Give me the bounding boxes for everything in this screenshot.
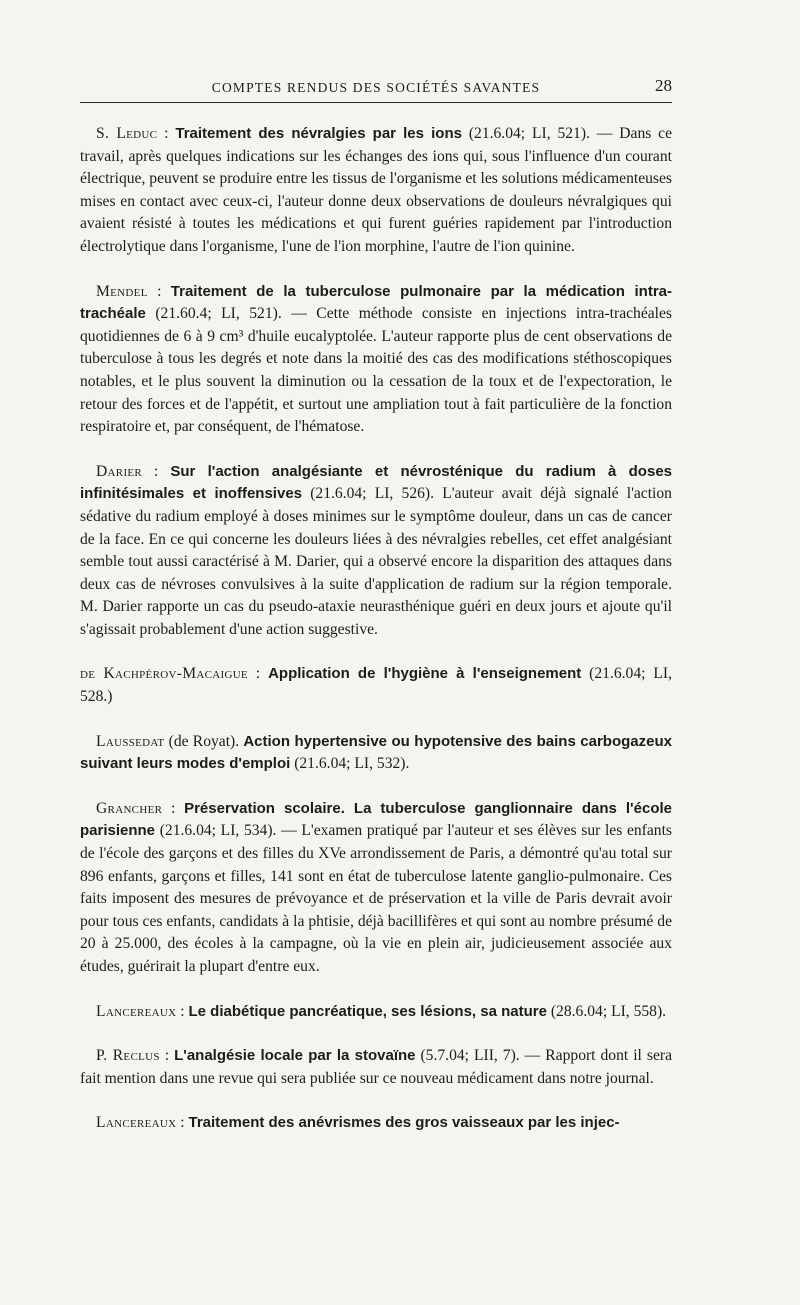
abstract-entry: [80, 798, 672, 979]
entry-separator: :: [247, 665, 269, 683]
entry-reference: (21.6.04; LI, 526).: [302, 485, 443, 503]
abstract-entry: [80, 461, 672, 642]
abstract-entry: [80, 281, 672, 439]
entry-reference: (5.7.04; LII, 7). —: [415, 1047, 546, 1065]
entry-reference: (21.6.04; LI, 532).: [290, 755, 410, 773]
entry-title: Application de l'hygiène à l'enseignement: [268, 665, 582, 683]
entry-author: Lancereaux: [96, 1114, 177, 1132]
entry-author: de Kachpérov-Macaigue: [80, 665, 248, 683]
abstract-entry: [80, 123, 672, 259]
entry-title: Traitement des névralgies par les ions: [175, 125, 462, 142]
running-title: COMPTES RENDUS DES SOCIÉTÉS SAVANTES: [211, 80, 541, 95]
entry-author: P. Reclus: [96, 1047, 160, 1065]
entry-author: Darier: [96, 462, 143, 480]
entry-author: Lancereaux: [96, 1002, 177, 1020]
entry-separator: :: [176, 1114, 189, 1132]
entry-title: Sur l'action analgésiante et névrosténique du radium à doses infinitésimales et inoffensives: [80, 462, 672, 503]
entry-title: Action hypertensive ou hypotensive des bains carbogazeux suivant leurs modes d'emploi: [80, 732, 672, 773]
abstract-entry: [80, 1045, 672, 1090]
entry-body: Dans ce travail, après quelques indications sur les échanges des ions qui, sous l'influence d'un courant électrique, peuvent se produire entre les tissus de l'organisme et les solutions médicamenteuses mises en contact avec ceux-ci, l'auteur donne deux observations de douleurs névralgiques qui avaient résisté à toutes les médications et qui furent guéries rapidement par l'introduction électrolytique dans l'organisme, l'une de l'ion morphine, l'autre de l'ion quinine.: [80, 125, 673, 255]
journal-page: [80, 76, 672, 1135]
entry-body: L'auteur avait déjà signalé l'action sédative du radium employé à doses minimes sur le symptôme douleur, dans un cas de cancer de la face. En ce qui concerne les douleurs liées à des névralgies rebelles, cet effet analgésiant semble tout aussi caractérisé à M. Darier, qui a observé encore la disparition des attaques dans deux cas de névroses convulsives à la suite d'application de radium sur la région temporale. M. Darier rapporte un cas du pseudo-ataxie neurasthénique guéri en deux jours et ajoute qu'il s'agissait probablement d'une action suggestive.: [80, 485, 672, 638]
entry-reference: (21.6.04; LI, 534). —: [155, 822, 302, 840]
entry-author: S. Leduc: [96, 125, 158, 142]
running-head: [80, 76, 672, 103]
entry-reference: (28.6.04; LI, 558).: [546, 1002, 667, 1020]
entry-reference: (21.60.4; LI, 521). —: [145, 305, 317, 323]
entry-title: Traitement de la tuberculose pulmonaire par la médication intra-trachéale: [80, 282, 672, 323]
abstract-entry: [80, 1001, 672, 1024]
abstract-entry: [80, 731, 672, 776]
entry-reference: (21.6.04; LI, 528.): [80, 665, 672, 706]
entry-separator: (de Royat).: [164, 732, 244, 750]
entry-author: Grancher: [96, 799, 163, 817]
entry-body: Rapport dont il sera fait mention dans une revue qui sera publiée sur ce nouveau médicament dans notre journal.: [80, 1047, 672, 1087]
entry-reference: (21.6.04; LI, 521). —: [461, 125, 620, 142]
entry-title: Le diabétique pancréatique, ses lésions, sa nature: [188, 1002, 547, 1020]
entry-separator: :: [159, 1047, 175, 1065]
entry-body: L'examen pratiqué par l'auteur et ses élèves sur les enfants de l'école des garçons et des filles du XVe arrondissement de Paris, a démontré qu'au total sur 896 enfants, garçons et filles, 141 sont en état de tuberculose latente ganglio-pulmonaire. Ces faits imposent des mesures de prévoyance et de préservation et la ville de Paris devrait avoir pour tous ces enfants, candidats à la phtisie, déjà bacillifères et qui sont au nombre présumé de 20 à 25.000, des écoles à la campagne, où la vie en plein air, judicieusement associée aux études, guérirait la plupart d'entre eux.: [80, 822, 672, 975]
entry-title: Préservation scolaire. La tuberculose ganglionnaire dans l'école parisienne: [80, 799, 672, 840]
entry-separator: :: [142, 462, 171, 480]
entry-separator: :: [176, 1002, 189, 1020]
entry-title: Traitement des anévrismes des gros vaisseaux par les injec-: [188, 1114, 620, 1132]
entry-title: L'analgésie locale par la stovaïne: [174, 1047, 416, 1065]
entry-author: Laussedat: [96, 732, 165, 750]
entry-body: Cette méthode consiste en injections intra-trachéales quotidiennes de 6 à 9 cm³ d'huile eucalyptolée. L'auteur rapporte plus de cent observations de tuberculose à tous les degrés et note dans la moitié des cas des modifications stéthoscopiques notables, et le plus souvent la diminution ou la cessation de la toux et de l'expectoration, le retour des forces et de l'appétit, et surtout une ampliation tout à fait particulière de la fonction respiratoire et, par conséquent, de l'hématose.: [80, 305, 672, 436]
entry-separator: :: [147, 282, 171, 300]
abstract-entry: [80, 1112, 672, 1135]
entry-separator: :: [162, 799, 185, 817]
abstract-entry: [80, 663, 672, 708]
entry-author: Mendel: [96, 282, 148, 300]
entry-separator: :: [157, 125, 176, 142]
page-number: 28: [655, 76, 672, 95]
